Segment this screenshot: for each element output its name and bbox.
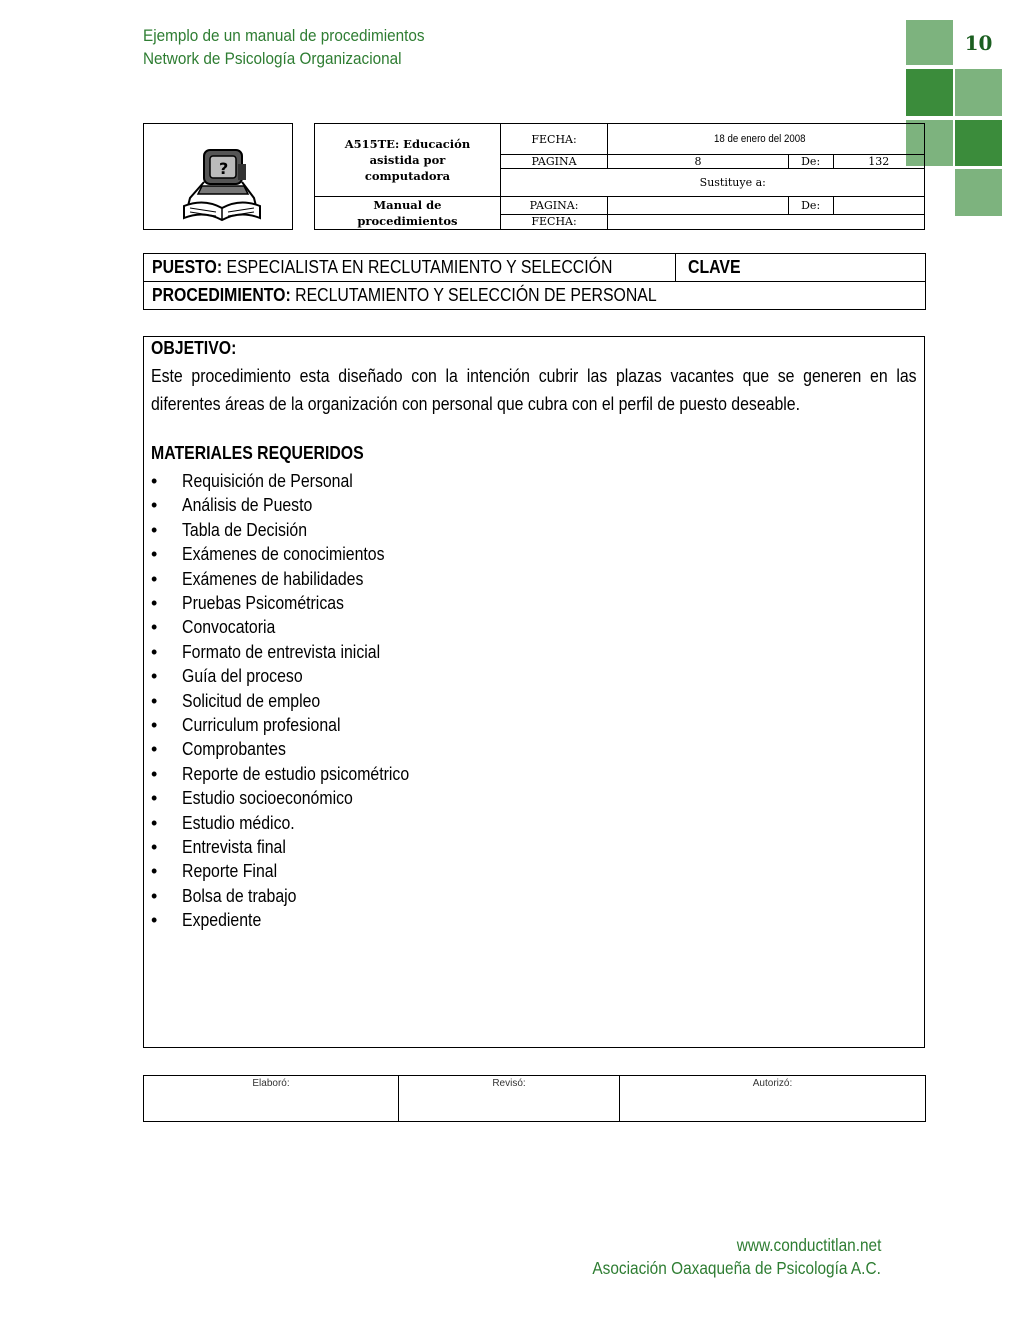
bullet-icon: • bbox=[151, 520, 158, 540]
materiales-list-item bbox=[182, 764, 440, 785]
bullet-icon: • bbox=[151, 739, 158, 759]
fecha2-label: FECHA: bbox=[500, 214, 607, 229]
document-title-line: A515TE: Educación bbox=[344, 137, 471, 151]
bullet-icon: • bbox=[151, 837, 158, 857]
fecha-value bbox=[608, 124, 925, 155]
document-title-cell bbox=[315, 124, 501, 197]
objetivo-heading-text: OBJETIVO: bbox=[151, 338, 237, 358]
materiales-item-text: Guía del proceso bbox=[182, 666, 303, 686]
materiales-item-text: Análisis de Puesto bbox=[182, 495, 313, 515]
materiales-list-item bbox=[182, 813, 310, 834]
decor-square bbox=[906, 69, 953, 116]
document-info-table bbox=[314, 123, 925, 230]
de-value: 132 bbox=[833, 155, 924, 169]
materiales-item-text: Exámenes de conocimientos bbox=[182, 544, 385, 564]
materiales-list-item bbox=[182, 666, 319, 687]
page-number: 10 bbox=[955, 20, 1002, 65]
materiales-item-text: Expediente bbox=[182, 910, 262, 930]
bullet-icon: • bbox=[151, 691, 158, 711]
pagina2-value bbox=[608, 197, 789, 215]
materiales-heading-text: MATERIALES REQUERIDOS bbox=[151, 443, 364, 463]
objetivo-text-wrap bbox=[151, 362, 916, 418]
materiales-list-item bbox=[182, 617, 288, 638]
bullet-icon: • bbox=[151, 593, 158, 613]
materiales-list-item bbox=[182, 495, 330, 516]
materiales-list-item bbox=[182, 691, 339, 712]
bullet-icon: • bbox=[151, 764, 158, 784]
materiales-list-item bbox=[182, 520, 324, 541]
clave-cell bbox=[676, 254, 926, 282]
sustituye-label: Sustituye a: bbox=[608, 169, 925, 197]
puesto-label: PUESTO: bbox=[152, 257, 223, 277]
materiales-item-text: Pruebas Psicométricas bbox=[182, 593, 344, 613]
puesto-value: ESPECIALISTA EN RECLUTAMIENTO Y SELECCIÓN bbox=[226, 257, 613, 277]
puesto-table bbox=[143, 253, 926, 310]
bullet-icon: • bbox=[151, 788, 158, 808]
document-title-line: computadora bbox=[364, 169, 451, 183]
bullet-icon: • bbox=[151, 910, 158, 930]
document-subtitle-line: Manual de bbox=[373, 198, 442, 212]
materiales-list-item bbox=[182, 788, 376, 809]
fecha-label: FECHA: bbox=[500, 124, 607, 155]
materiales-list-item bbox=[182, 569, 388, 590]
procedimiento-cell bbox=[144, 282, 926, 310]
de-label: De: bbox=[788, 155, 833, 169]
logo-box bbox=[143, 123, 293, 230]
materiales-item-text: Curriculum profesional bbox=[182, 715, 341, 735]
materiales-list-item bbox=[182, 715, 362, 736]
bullet-icon: • bbox=[151, 813, 158, 833]
header-subtitle: Network de Psicología Organizacional bbox=[143, 49, 402, 68]
materiales-list-item bbox=[182, 642, 407, 663]
bullet-icon: • bbox=[151, 715, 158, 735]
sustituye-spacer bbox=[500, 169, 607, 197]
clave-label: CLAVE bbox=[688, 257, 741, 277]
materiales-heading bbox=[151, 443, 393, 464]
materiales-item-text: Solicitud de empleo bbox=[182, 691, 321, 711]
materiales-list-item bbox=[182, 593, 366, 614]
objetivo-heading bbox=[151, 338, 248, 359]
bullet-icon: • bbox=[151, 569, 158, 589]
fecha-value-text: 18 de enero del 2008 bbox=[714, 133, 806, 145]
materiales-item-text: Comprobantes bbox=[182, 739, 286, 759]
bullet-icon: • bbox=[151, 861, 158, 881]
materiales-item-text: Estudio socioeconómico bbox=[182, 788, 353, 808]
materiales-item-text: Reporte de estudio psicométrico bbox=[182, 764, 410, 784]
materiales-item-text: Tabla de Decisión bbox=[182, 520, 308, 540]
header-title: Ejemplo de un manual de procedimientos bbox=[143, 26, 425, 45]
bullet-icon: • bbox=[151, 495, 158, 515]
procedimiento-text bbox=[152, 285, 657, 306]
materiales-item-text: Requisición de Personal bbox=[182, 471, 353, 491]
decor-square bbox=[955, 120, 1002, 166]
bullet-icon: • bbox=[151, 471, 158, 491]
materiales-item-text: Formato de entrevista inicial bbox=[182, 642, 381, 662]
bullet-icon: • bbox=[151, 617, 158, 637]
reviso-cell: Revisó: bbox=[399, 1076, 620, 1122]
pagina-value: 8 bbox=[608, 155, 789, 169]
de2-value bbox=[833, 197, 924, 215]
materiales-item-text: Bolsa de trabajo bbox=[182, 886, 297, 906]
procedimiento-value: RECLUTAMIENTO Y SELECCIÓN DE PERSONAL bbox=[295, 285, 657, 305]
pagina-label: PAGINA bbox=[500, 155, 607, 169]
materiales-item-text: Convocatoria bbox=[182, 617, 276, 637]
materiales-list-item bbox=[182, 861, 290, 882]
decor-square bbox=[906, 20, 953, 65]
elaboro-cell: Elaboró: bbox=[144, 1076, 399, 1122]
materiales-list-item bbox=[182, 544, 412, 565]
fecha2-value bbox=[608, 214, 925, 229]
bullet-icon: • bbox=[151, 666, 158, 686]
bullet-icon: • bbox=[151, 886, 158, 906]
footer-url-text[interactable]: www.conductitlan.net bbox=[736, 1235, 881, 1255]
bullet-icon: • bbox=[151, 642, 158, 662]
footer-organization bbox=[553, 1258, 881, 1279]
procedimiento-label: PROCEDIMIENTO: bbox=[152, 285, 291, 305]
pagina2-label: PAGINA: bbox=[500, 197, 607, 215]
de2-label: De: bbox=[788, 197, 833, 215]
decor-square bbox=[955, 69, 1002, 116]
materiales-list-item bbox=[182, 910, 272, 931]
autorizo-cell: Autorizó: bbox=[620, 1076, 926, 1122]
objetivo-text: Este procedimiento esta diseñado con la intención cubrir las plazas vacantes que se generen en las diferentes áreas de la organización con personal que cubra con el perfil de puesto deseable. bbox=[151, 366, 917, 414]
bullet-icon: • bbox=[151, 544, 158, 564]
svg-text:?: ? bbox=[219, 159, 229, 178]
materiales-item-text: Entrevista final bbox=[182, 837, 286, 857]
footer-organization-text: Asociación Oaxaqueña de Psicología A.C. bbox=[592, 1258, 881, 1278]
decor-square bbox=[955, 169, 1002, 216]
document-subtitle-cell bbox=[315, 197, 501, 230]
footer-url-link[interactable] bbox=[717, 1235, 881, 1256]
puesto-cell bbox=[144, 254, 676, 282]
document-title-line: asistida por bbox=[369, 153, 446, 167]
materiales-item-text: Estudio médico. bbox=[182, 813, 295, 833]
signature-table bbox=[143, 1075, 926, 1122]
materiales-list-item bbox=[182, 886, 312, 907]
computer-reading-book-icon bbox=[144, 124, 294, 231]
materiales-list-item bbox=[182, 471, 376, 492]
document-subtitle-line: procedimientos bbox=[357, 214, 458, 228]
puesto-text bbox=[152, 257, 612, 278]
materiales-list-item bbox=[182, 739, 300, 760]
materiales-list-item bbox=[182, 837, 300, 858]
materiales-item-text: Reporte Final bbox=[182, 861, 278, 881]
materiales-item-text: Exámenes de habilidades bbox=[182, 569, 364, 589]
